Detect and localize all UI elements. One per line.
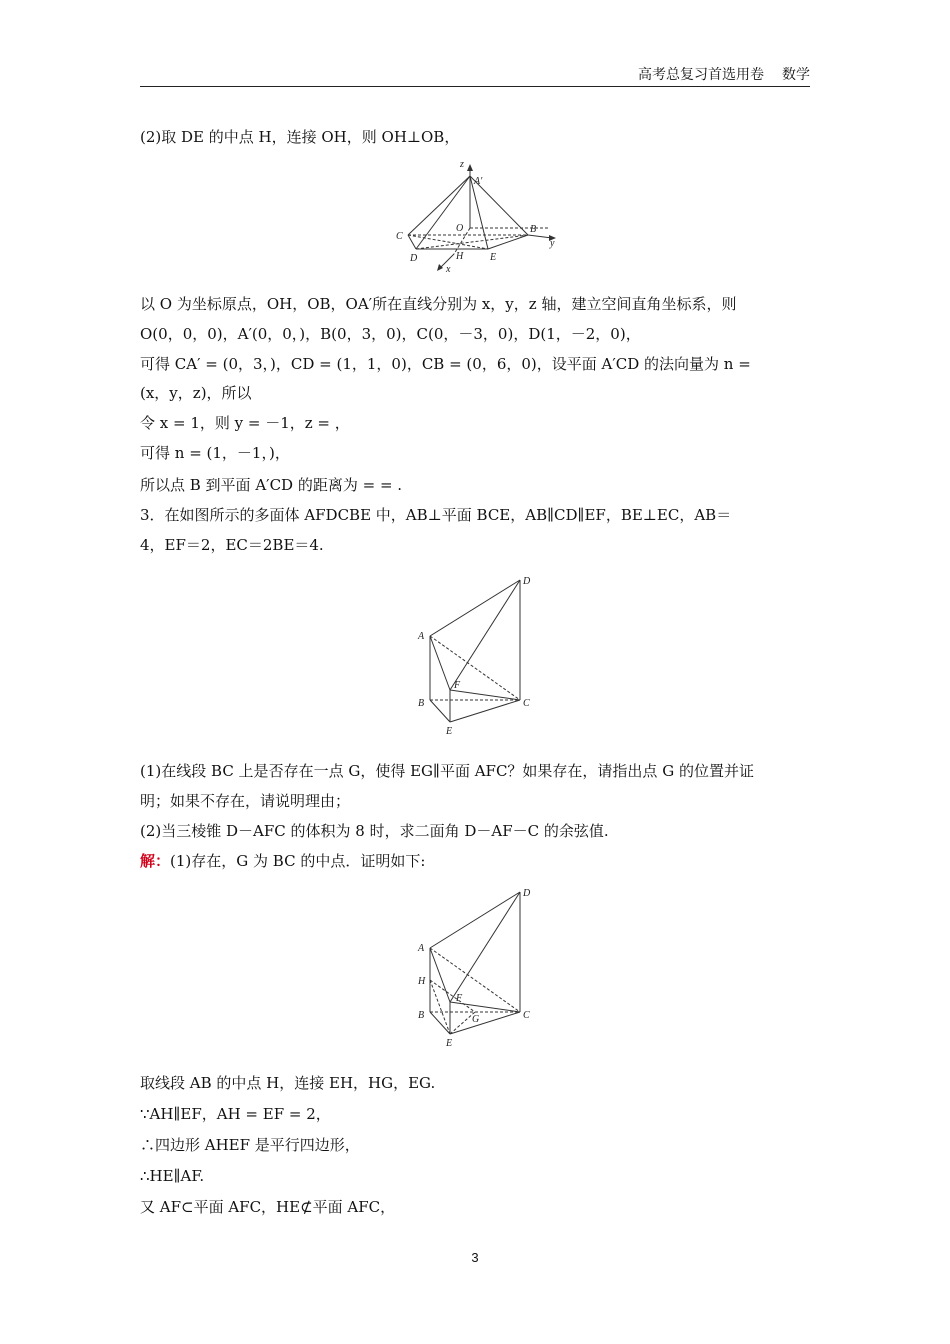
fig3-label-H: H [418, 976, 426, 987]
header-subject: 数学 [782, 67, 810, 83]
solution-line [140, 850, 812, 872]
text-line: (2)取 DE 的中点 H，连接 OH，则 OH⊥OB， [140, 128, 460, 146]
edge-AC [430, 636, 520, 700]
fig1-label-H: H [456, 251, 464, 262]
figure-polyhedron [412, 572, 542, 742]
fig2-label-A: A [418, 631, 425, 642]
text-line: O(0，0，0)，A′(0，0，)，B(0，3，0)，C(0，－3，0)，D(1，－2，0)， [140, 325, 641, 343]
text-line: 又 AF⊂平面 AFC，HE⊄平面 AFC， [140, 1198, 396, 1216]
fig2-label-D: D [523, 576, 531, 587]
fig1-label-y: y [550, 238, 555, 249]
edge-BE [430, 1012, 450, 1034]
figure-polyhedron-hg [412, 884, 542, 1054]
text-line: 以 O 为坐标原点，OH，OB，OA′所在直线分别为 x，y，z 轴，建立空间直角坐标系，则 [140, 295, 737, 313]
fig3-label-B: B [418, 1010, 425, 1021]
edge-AC [430, 948, 520, 1012]
text-line: 可得 n = (1，－1，)， [140, 444, 290, 462]
fig2-label-C: C [523, 698, 530, 709]
z-axis-arrow [467, 164, 473, 171]
fig2-label-E: E [446, 726, 453, 737]
edge-FC [450, 690, 520, 700]
text-line: (2)当三棱锥 D－AFC 的体积为 8 时，求二面角 D－AF－C 的余弦值. [140, 822, 609, 840]
fig3-label-D: D [523, 888, 531, 899]
edge-CD [408, 235, 416, 249]
header-title: 高考总复习首选用卷 [638, 67, 764, 83]
x-axis-arrow [437, 264, 443, 271]
text-line: 所以点 B 到平面 A′CD 的距离为 = = . [140, 476, 403, 494]
fig2-label-B: B [418, 698, 425, 709]
text-line: 4，EF＝2，EC＝2BE＝4. [140, 536, 324, 554]
page-header [140, 64, 810, 87]
fig1-label-B: B [530, 224, 537, 235]
fig3-label-A: A [418, 943, 425, 954]
solution-label: 解： [140, 852, 171, 870]
edge-EC [450, 1012, 520, 1034]
fig1-label-D: D [410, 253, 418, 264]
edge-DB [416, 235, 528, 249]
fig1-label-O: O [456, 223, 464, 234]
figure-coordinate-pyramid [392, 156, 562, 276]
fig2-label-F: F [454, 680, 461, 691]
text-line: 可得 CA′ = (0，3，)，CD = (1，1，0)，CB = (0，6，0)，设平面 A′CD 的法向量为 n = [140, 355, 751, 373]
edge-AF [430, 636, 450, 690]
fig1-label-C: C [396, 231, 403, 242]
text-line: ∴四边形 AHEF 是平行四边形， [140, 1136, 360, 1154]
edge-AF [430, 948, 450, 1002]
segment-HG [430, 980, 475, 1012]
fig3-label-C: C [523, 1010, 530, 1021]
page-number: 3 [471, 1250, 479, 1265]
fig3-label-F: F [456, 993, 463, 1004]
fig1-label-z: z [460, 159, 464, 170]
text-line: (x，y，z)，所以 [140, 384, 252, 402]
text-line: 令 x = 1，则 y = －1，z = ， [140, 414, 350, 432]
text-line: ∵AH∥EF，AH = EF = 2， [140, 1105, 331, 1123]
y-axis [528, 235, 552, 238]
fig3-label-E: E [446, 1038, 453, 1049]
solution-text: (1)存在，G 为 BC 的中点．证明如下: [170, 852, 426, 870]
text-line: 取线段 AB 的中点 H，连接 EH，HG，EG. [140, 1074, 436, 1092]
text-line: ∴HE∥AF. [140, 1167, 205, 1185]
edge-EC [450, 700, 520, 722]
text-line: 3．在如图所示的多面体 AFDCBE 中，AB⊥平面 BCE，AB∥CD∥EF，BE⊥EC，AB＝ [140, 506, 732, 524]
text-line: (1)在线段 BC 上是否存在一点 G，使得 EG∥平面 AFC？如果存在，请指出点 G 的位置并证 [140, 762, 754, 780]
edge-FD [450, 580, 520, 690]
segment-HE [430, 980, 450, 1034]
fig1-label-A: A′ [474, 176, 483, 187]
fig3-label-G: G [472, 1014, 480, 1025]
edge-FD [450, 892, 520, 1002]
fig1-label-x: x [446, 264, 451, 275]
edge-AD [430, 580, 520, 636]
edge-AD [430, 892, 520, 948]
text-line: 明；如果不存在，请说明理由； [140, 792, 351, 810]
edge-BE [430, 700, 450, 722]
fig1-label-E: E [490, 252, 497, 263]
